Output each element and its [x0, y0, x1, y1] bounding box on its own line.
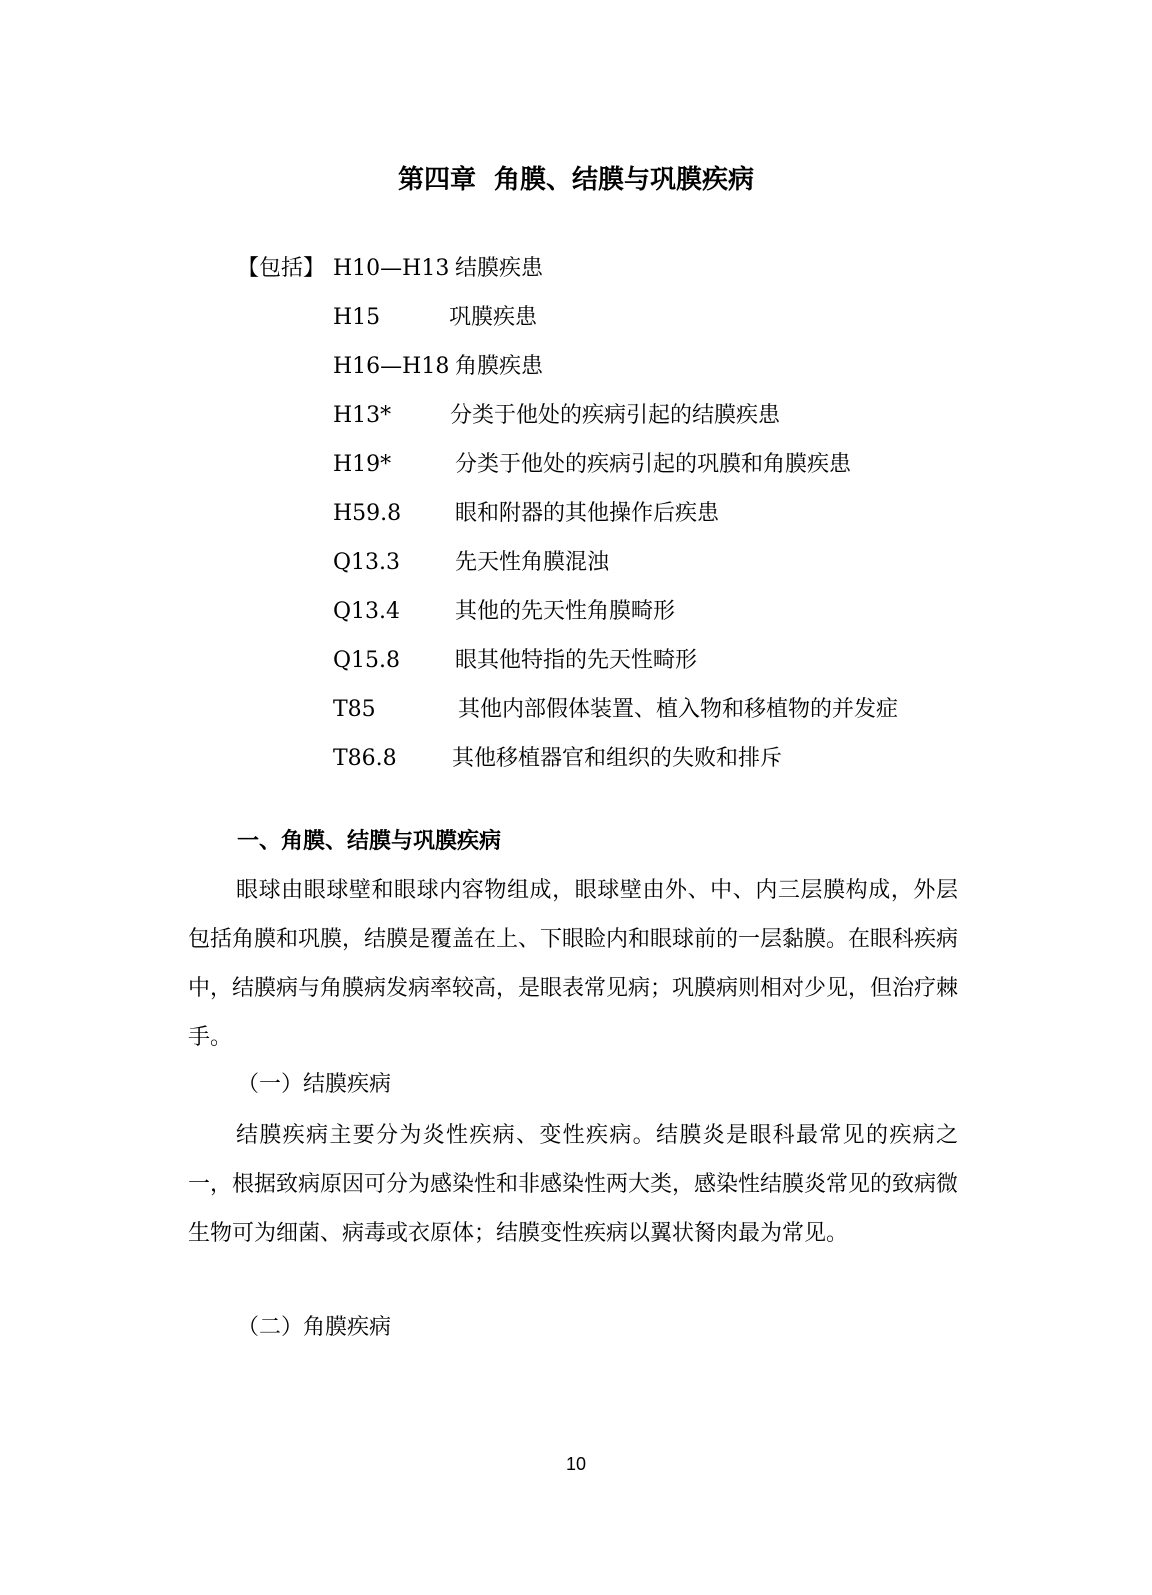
section-heading: 一、角膜、结膜与巩膜疾病: [237, 829, 502, 854]
includes-label: 【包括】: [237, 256, 326, 281]
icd-code: H16—H18: [333, 354, 450, 379]
includes-row: [0, 641, 698, 681]
icd-description: 先天性角膜混浊: [455, 550, 610, 575]
includes-row: [0, 445, 852, 485]
icd-code: H13*: [333, 403, 392, 428]
icd-description: 分类于他处的疾病引起的巩膜和角膜疾患: [455, 452, 852, 477]
icd-description: 眼其他特指的先天性畸形: [455, 648, 698, 673]
icd-description: 结膜疾患: [455, 256, 544, 281]
icd-code: H19*: [333, 452, 392, 477]
includes-row: [0, 249, 544, 289]
icd-code: T85: [333, 697, 376, 722]
icd-code: H59.8: [333, 501, 402, 526]
includes-row: [0, 592, 676, 632]
subsection-heading-cornea: （二）角膜疾病: [237, 1315, 392, 1340]
icd-description: 眼和附器的其他操作后疾患: [455, 501, 720, 526]
includes-row: [0, 298, 538, 338]
includes-row: [0, 543, 610, 583]
icd-code: H10—H13: [333, 256, 450, 281]
includes-row: [0, 396, 781, 436]
chapter-title: 第四章 角膜、结膜与巩膜疾病: [397, 165, 755, 195]
icd-description: 其他移植器官和组织的失败和排斥: [452, 746, 783, 771]
icd-code: Q13.4: [333, 599, 401, 624]
icd-code: Q15.8: [333, 648, 401, 673]
icd-code: H15: [333, 305, 381, 330]
icd-code: Q13.3: [333, 550, 401, 575]
includes-row: [0, 690, 899, 730]
intro-paragraph: 眼球由眼球壁和眼球内容物组成，眼球壁由外、中、内三层膜构成，外层包括角膜和巩膜，结膜是覆盖在上、下眼睑内和眼球前的一层黏膜。在眼科疾病中，结膜病与角膜病发病率较高，是眼表常见病；巩膜病则相对少见，但治疗棘手。: [188, 878, 959, 1050]
icd-description: 其他内部假体装置、植入物和移植物的并发症: [458, 697, 899, 722]
includes-row: [0, 739, 783, 779]
icd-description: 其他的先天性角膜畸形: [455, 599, 676, 624]
icd-description: 分类于他处的疾病引起的结膜疾患: [450, 403, 781, 428]
subsection-heading-conjunctiva: （一）结膜疾病: [237, 1072, 392, 1097]
page-number: 10: [565, 1454, 587, 1474]
icd-description: 巩膜疾患: [449, 305, 538, 330]
includes-row: [0, 494, 720, 534]
icd-code: T86.8: [333, 746, 397, 771]
includes-row: [0, 347, 544, 387]
conjunctiva-paragraph: 结膜疾病主要分为炎性疾病、变性疾病。结膜炎是眼科最常见的疾病之一，根据致病原因可分为感染性和非感染性两大类，感染性结膜炎常见的致病微生物可为细菌、病毒或衣原体；结膜变性疾病以翼状胬肉最为常见。: [188, 1123, 959, 1246]
icd-description: 角膜疾患: [455, 354, 544, 379]
